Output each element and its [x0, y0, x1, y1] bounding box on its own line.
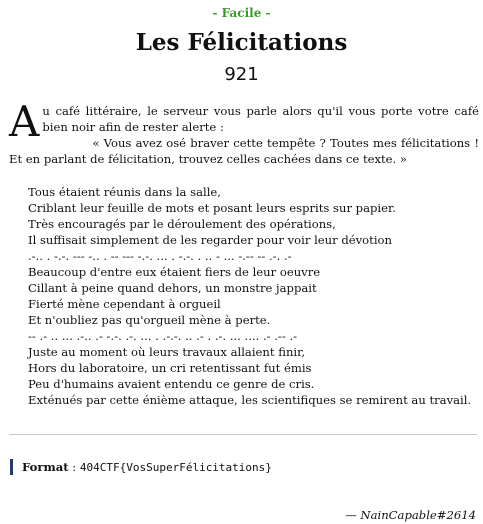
poem-line: Tous étaient réunis dans la salle, — [28, 185, 221, 199]
poem-line: Et n'oubliez pas qu'orgueil mène à perte. — [28, 313, 271, 327]
poem-line: Beaucoup d'entre eux étaient fiers de leur oeuvre — [28, 265, 321, 279]
format-label: Format — [22, 460, 69, 474]
poem-line: Fierté mène cependant à orgueil — [28, 297, 221, 311]
intro-quote: « Vous avez osé braver cette tempête ? Toutes mes félicitations ! Et en parlant de félicitation, trouvez celles cachées dans ce texte. » — [9, 136, 479, 166]
poem-morse-line: .-.. . -.-. --- -.. . -- --- -.-. ... . -.-. . .. - ... -.-- -- .-. .- — [28, 249, 292, 263]
poem-line: Criblant leur feuille de mots et posant leurs esprits sur papier. — [28, 201, 396, 215]
challenge-title: Les Félicitations — [135, 29, 348, 56]
poem-line: Il suffisait simplement de les regarder pour voir leur dévotion — [28, 233, 392, 247]
intro-block — [9, 97, 479, 167]
section-divider — [9, 434, 477, 435]
poem-block — [28, 184, 483, 408]
poem-line: Très encouragés par le déroulement des opérations, — [28, 217, 336, 231]
poem-line: Hors du laboratoire, un cri retentissant fut émis — [28, 361, 312, 375]
poem-line: Cillant à peine quand dehors, un monstre jappait — [28, 281, 317, 295]
poem-line: Juste au moment où leurs travaux allaient finir, — [28, 345, 306, 359]
points-value: 921 — [224, 64, 259, 85]
difficulty-label: - Facile - — [212, 6, 271, 20]
poem-morse-line: -- .- .. ... .-.. .- -.-. .-. ... . .-.-. .. .- . .-. ... .... .- .-- .- — [28, 329, 298, 343]
format-note — [10, 459, 483, 475]
intro-paragraph: u café littéraire, le serveur vous parle alors qu'il vous porte votre café bien noir afin de rester alerte : — [42, 104, 479, 134]
poem-line: Peu d'humains avaient entendu ce genre de cris. — [28, 377, 315, 391]
dropcap-letter: A — [9, 97, 40, 146]
format-separator: : — [68, 460, 80, 474]
poem-line: Exténués par cette énième attaque, les scientifiques se remirent au travail. — [28, 393, 472, 407]
flag-format-value: 404CTF{VosSuperFélicitations} — [79, 461, 272, 474]
author-signature: — NainCapable#2614 — [345, 508, 476, 522]
